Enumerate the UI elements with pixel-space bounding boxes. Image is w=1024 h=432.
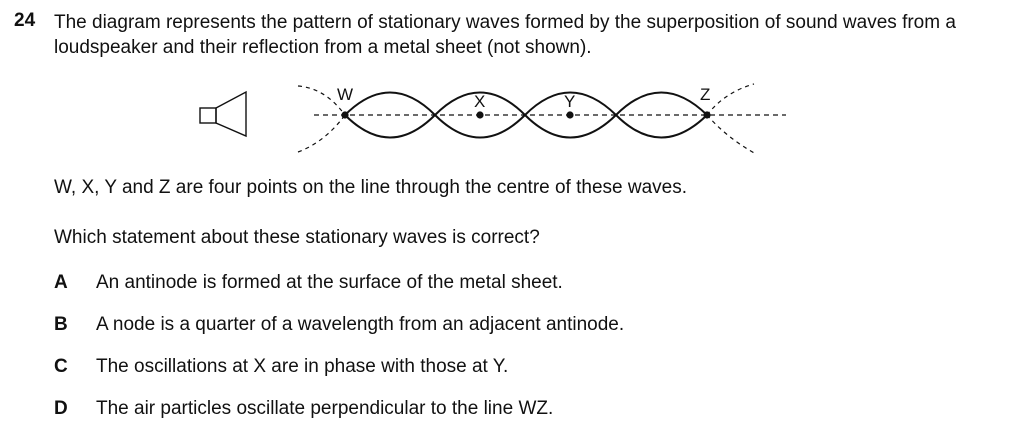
label-w: W xyxy=(337,85,354,104)
envelope-extension-left-lower xyxy=(298,115,345,152)
option-a-letter: A xyxy=(54,272,68,293)
option-b-text: A node is a quarter of a wavelength from an adjacent antinode. xyxy=(96,314,625,335)
option-c-text: The oscillations at X are in phase with those at Y. xyxy=(96,356,509,377)
point-y xyxy=(566,111,573,118)
stationary-wave-diagram xyxy=(190,78,790,160)
wave-lower-envelope xyxy=(345,115,707,138)
point-z xyxy=(703,111,710,118)
points-sentence: W, X, Y and Z are four points on the line through the centre of these waves. xyxy=(54,177,688,198)
wave-upper-envelope xyxy=(345,93,707,116)
option-d-text: The air particles oscillate perpendicular to the line WZ. xyxy=(96,398,554,419)
loudspeaker-icon xyxy=(200,92,246,136)
label-y: Y xyxy=(564,92,576,111)
option-a-text: An antinode is formed at the surface of the metal sheet. xyxy=(96,272,563,293)
point-w xyxy=(341,111,348,118)
question-stem: The diagram represents the pattern of stationary waves formed by the superposition of sound waves from a loudspeaker and their reflection from a metal sheet (not shown). xyxy=(54,12,956,58)
point-x xyxy=(476,111,483,118)
question-number: 24 xyxy=(14,10,36,31)
label-z: Z xyxy=(700,85,711,104)
option-b-letter: B xyxy=(54,314,68,335)
option-d-letter: D xyxy=(54,398,68,419)
question-prompt: Which statement about these stationary waves is correct? xyxy=(54,227,540,248)
label-x: X xyxy=(474,92,486,111)
envelope-extension-right-upper xyxy=(707,84,754,115)
option-c-letter: C xyxy=(54,356,68,377)
envelope-extension-right-lower xyxy=(707,115,756,154)
